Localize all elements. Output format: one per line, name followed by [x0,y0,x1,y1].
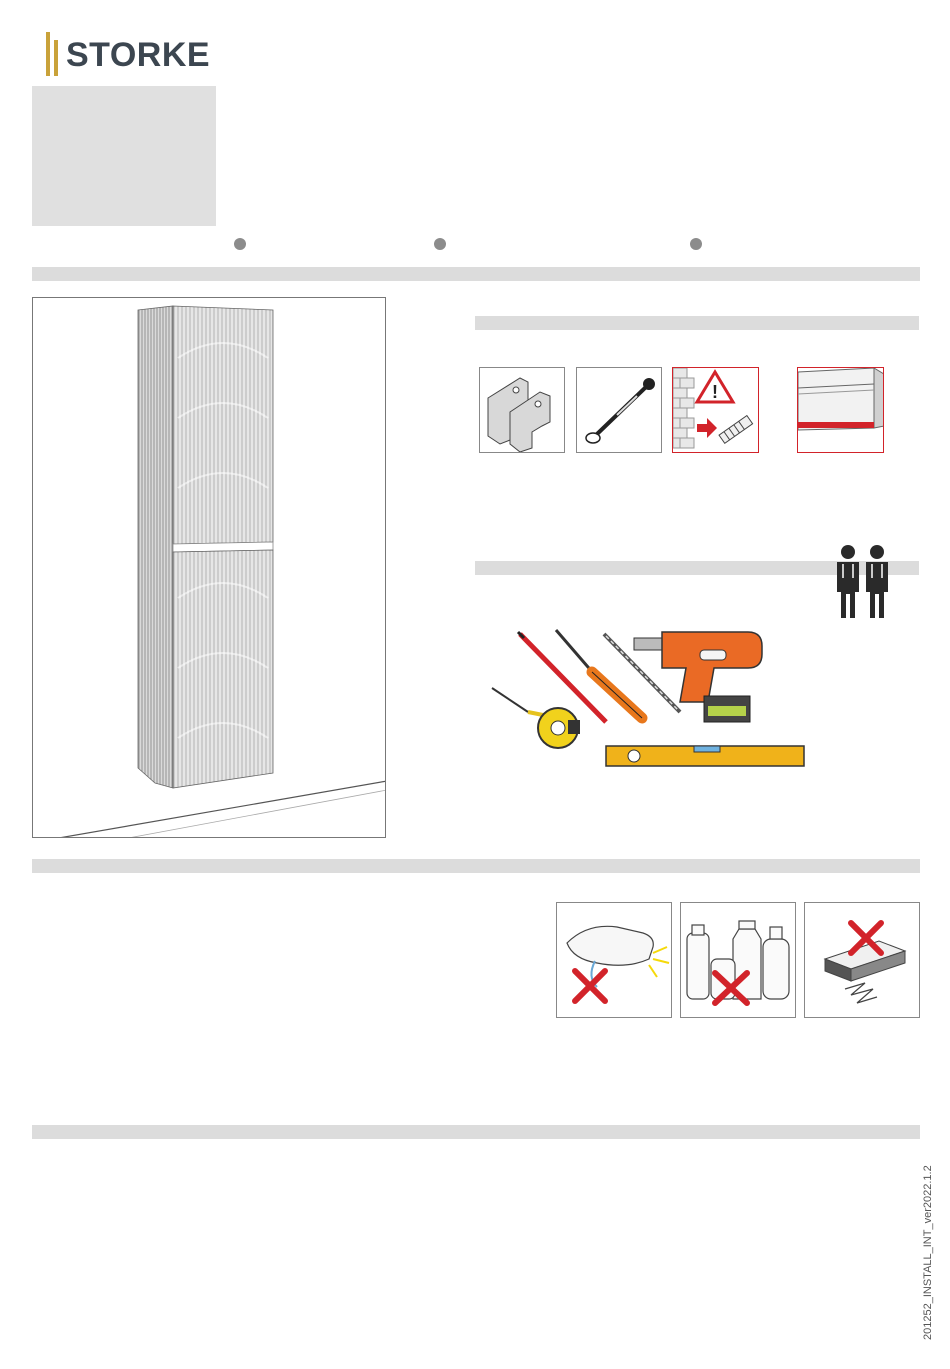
svg-text:!: ! [712,382,718,402]
footer-section-bar [32,1125,920,1139]
edge-protection-icon [798,368,884,453]
no-abrasive-cloth-box [556,902,672,1018]
screwdriver-icon [556,630,642,718]
bolt-icon [577,368,662,453]
no-abrasive-cloth-icon [557,903,672,1018]
wall-plug-warning-icon [673,368,759,453]
tools-illustration [488,624,818,770]
product-illustration-frame [32,297,386,838]
step-dot [434,238,446,250]
bolt-box [576,367,662,453]
cordless-drill-icon [634,632,762,722]
document-code: 201252_INSTALL_INT_ver2022.1.2 [922,1165,934,1340]
hardware-section-bar [475,316,919,330]
section-divider [32,267,920,281]
edge-protection-box [797,367,884,453]
no-chemical-cleaners-box [680,902,796,1018]
brand-name: STORKE [66,36,211,74]
tall-cabinet-illustration [33,298,386,838]
step-dot [690,238,702,250]
wall-bracket-icon [480,368,565,453]
care-section-bar [32,859,920,873]
step-dot [234,238,246,250]
logo-mark-icon [44,32,64,78]
no-chemical-cleaners-icon [681,903,796,1018]
two-person-icon [834,544,892,620]
wall-plug-warning-box [672,367,759,453]
tape-measure-icon [492,688,580,748]
wall-bracket-box [479,367,565,453]
product-image-placeholder [32,86,216,226]
no-heavy-impact-icon [805,903,920,1018]
no-heavy-impact-box [804,902,920,1018]
spirit-level-icon [606,746,804,766]
